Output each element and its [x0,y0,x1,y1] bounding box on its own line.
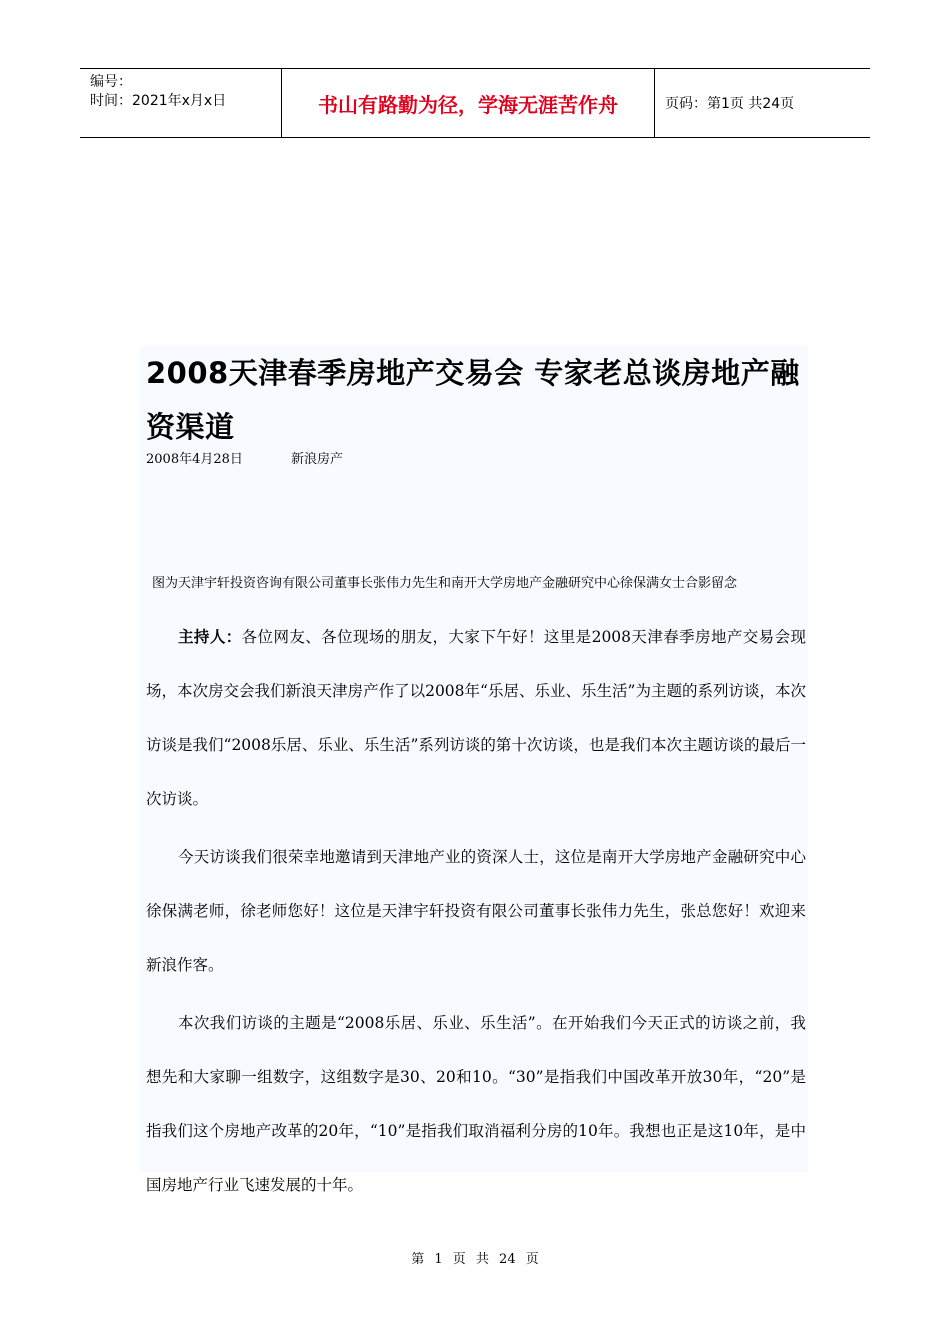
image-caption: 图为天津宇轩投资咨询有限公司董事长张伟力先生和南开大学房地产金融研究中心徐保满女士合影留念 [152,576,738,591]
speaker-label: 主持人： [178,627,242,646]
paragraph-text: 各位网友、各位现场的朋友，大家下午好！这里是2008天津春季房地产交易会现场，本次房交会我们新浪天津房产作了以2008年“乐居、乐业、乐生活”为主题的系列访谈，本次访谈是我们“2008乐居、乐业、乐生活”系列访谈的第十次访谈，也是我们本次主题访谈的最后一次访谈。 [146,628,806,808]
motto-cell [282,69,655,137]
paragraph-text: 本次我们访谈的主题是“2008乐居、乐业、乐生活”。在开始我们今天正式的访谈之前，我想先和大家聊一组数字，这组数字是30、20和10。“30”是指我们中国改革开放30年，“20”是指我们这个房地产改革的20年，“10”是指我们取消福利分房的10年。我想也正是这10年，是中国房地产行业飞速发展的十年。 [146,1014,806,1194]
page-label: 页码：第1页 共24页 [665,96,795,112]
header-table [80,68,870,138]
article-meta [146,448,343,467]
motto-text: 书山有路勤为径，学海无涯苦作舟 [318,92,618,117]
article-date: 2008年4月28日 [146,452,243,467]
article-block [140,346,808,1194]
paragraph [146,610,806,826]
paragraph [146,830,806,992]
paragraph [146,996,806,1212]
article-title: 2008天津春季房地产交易会 专家老总谈房地产融资渠道 [146,356,800,444]
date-label: 时间：2021年x月x日 [90,93,227,109]
page-number-cell [655,69,870,137]
article-source: 新浪房产 [291,452,344,467]
header-info-cell [80,69,282,137]
paragraph-text: 今天访谈我们很荣幸地邀请到天津地产业的资深人士，这位是南开大学房地产金融研究中心徐保满老师，徐老师您好！这位是天津宇轩投资有限公司董事长张伟力先生，张总您好！欢迎来新浪作客。 [146,848,806,974]
page-footer: 第 1 页 共 24 页 [411,1252,539,1267]
article-body [146,610,806,1216]
number-label: 编号： [90,74,132,90]
